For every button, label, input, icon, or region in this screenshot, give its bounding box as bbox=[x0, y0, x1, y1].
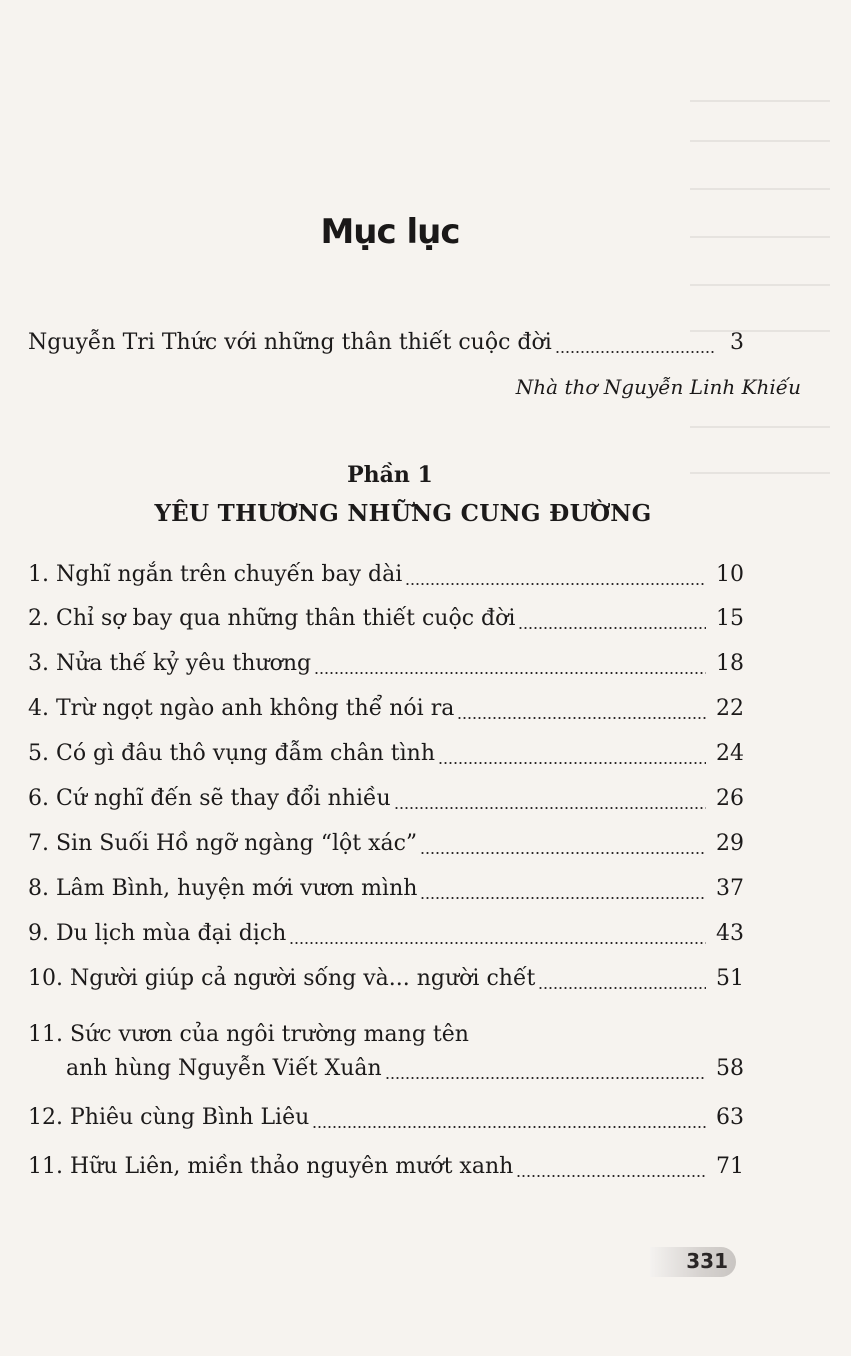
toc-entry-label: 5. Có gì đâu thô vụng đẫm chân tình bbox=[28, 741, 436, 766]
toc-entry-page: 43 bbox=[716, 921, 744, 946]
toc-entry-page: 10 bbox=[716, 562, 744, 587]
toc-entry-label-line2: anh hùng Nguyễn Viết Xuân bbox=[66, 1056, 382, 1081]
dot-leader bbox=[420, 870, 706, 900]
toc-entry-label: 4. Trừ ngọt ngào anh không thể nói ra bbox=[28, 696, 455, 721]
toc-entry-label: 6. Cứ nghĩ đến sẽ thay đổi nhiều bbox=[28, 786, 391, 811]
bleed-through-line bbox=[690, 140, 830, 142]
toc-entry-label: Nguyễn Tri Thức với những thân thiết cuộc đời bbox=[28, 330, 552, 355]
toc-entry[interactable] bbox=[28, 1099, 744, 1133]
toc-entry[interactable] bbox=[66, 1050, 744, 1084]
bleed-through-line bbox=[690, 426, 830, 428]
dot-leader bbox=[516, 1148, 706, 1178]
toc-entry-page: 71 bbox=[716, 1154, 744, 1179]
toc-entry[interactable] bbox=[28, 556, 744, 590]
dot-leader bbox=[518, 600, 706, 630]
toc-entry-page: 37 bbox=[716, 876, 744, 901]
toc-entry[interactable] bbox=[28, 690, 744, 724]
toc-entry-label: 8. Lâm Bình, huyện mới vươn mình bbox=[28, 876, 418, 901]
toc-entry-page: 3 bbox=[730, 330, 744, 355]
toc-entry[interactable] bbox=[28, 870, 744, 904]
toc-entry[interactable] bbox=[28, 645, 744, 679]
dot-leader bbox=[312, 1099, 706, 1129]
page-number: 331 bbox=[686, 1249, 728, 1273]
toc-entry-page: 58 bbox=[716, 1056, 744, 1081]
toc-entry[interactable] bbox=[28, 735, 744, 769]
toc-entry-label: 3. Nửa thế kỷ yêu thương bbox=[28, 651, 312, 676]
dot-leader bbox=[438, 735, 706, 765]
toc-entry-page: 29 bbox=[716, 831, 744, 856]
part-title: YÊU THƯƠNG NHỮNG CUNG ĐƯỜNG bbox=[154, 500, 652, 527]
page-title: Mục lục bbox=[320, 212, 460, 252]
toc-entry-page: 26 bbox=[716, 786, 744, 811]
dot-leader bbox=[385, 1050, 706, 1080]
toc-entry-intro[interactable] bbox=[28, 324, 744, 358]
bleed-through-line bbox=[690, 100, 830, 102]
toc-entry-page: 51 bbox=[716, 966, 744, 991]
dot-leader bbox=[538, 960, 706, 990]
toc-entry-page: 63 bbox=[716, 1105, 744, 1130]
toc-entry-page: 24 bbox=[716, 741, 744, 766]
bleed-through-line bbox=[690, 188, 830, 190]
dot-leader bbox=[405, 556, 706, 586]
page-number-badge bbox=[650, 1247, 736, 1277]
toc-entry-label: 10. Người giúp cả người sống và... người chết bbox=[28, 966, 536, 991]
toc-entry-page: 18 bbox=[716, 651, 744, 676]
dot-leader bbox=[457, 690, 706, 720]
dot-leader bbox=[314, 645, 706, 675]
toc-entry-label: 11. Hữu Liên, miền thảo nguyên mướt xanh bbox=[28, 1154, 514, 1179]
toc-entry-page: 15 bbox=[716, 606, 744, 631]
toc-entry-label: 2. Chỉ sợ bay qua những thân thiết cuộc đời bbox=[28, 606, 516, 631]
toc-entry[interactable] bbox=[28, 600, 744, 634]
dot-leader bbox=[420, 825, 706, 855]
toc-entry-label: 9. Du lịch mùa đại dịch bbox=[28, 921, 287, 946]
dot-leader bbox=[394, 780, 706, 810]
toc-entry-label: 7. Sin Suối Hồ ngỡ ngàng “lột xác” bbox=[28, 831, 418, 856]
toc-entry-label: 12. Phiêu cùng Bình Liêu bbox=[28, 1105, 310, 1130]
toc-entry[interactable] bbox=[28, 1148, 744, 1182]
dot-leader bbox=[555, 324, 714, 354]
toc-entry[interactable] bbox=[28, 960, 744, 994]
toc-entry-page: 22 bbox=[716, 696, 744, 721]
intro-author: Nhà thơ Nguyễn Linh Khiếu bbox=[515, 375, 801, 399]
dot-leader bbox=[289, 915, 706, 945]
toc-entry-label-line1[interactable]: 11. Sức vươn của ngôi trường mang tên bbox=[28, 1022, 469, 1047]
toc-entry[interactable] bbox=[28, 825, 744, 859]
bleed-through-line bbox=[690, 284, 830, 286]
toc-entry[interactable] bbox=[28, 780, 744, 814]
toc-entry[interactable] bbox=[28, 915, 744, 949]
toc-entry-label: 1. Nghĩ ngắn trên chuyến bay dài bbox=[28, 562, 403, 587]
part-label: Phần 1 bbox=[347, 462, 433, 488]
